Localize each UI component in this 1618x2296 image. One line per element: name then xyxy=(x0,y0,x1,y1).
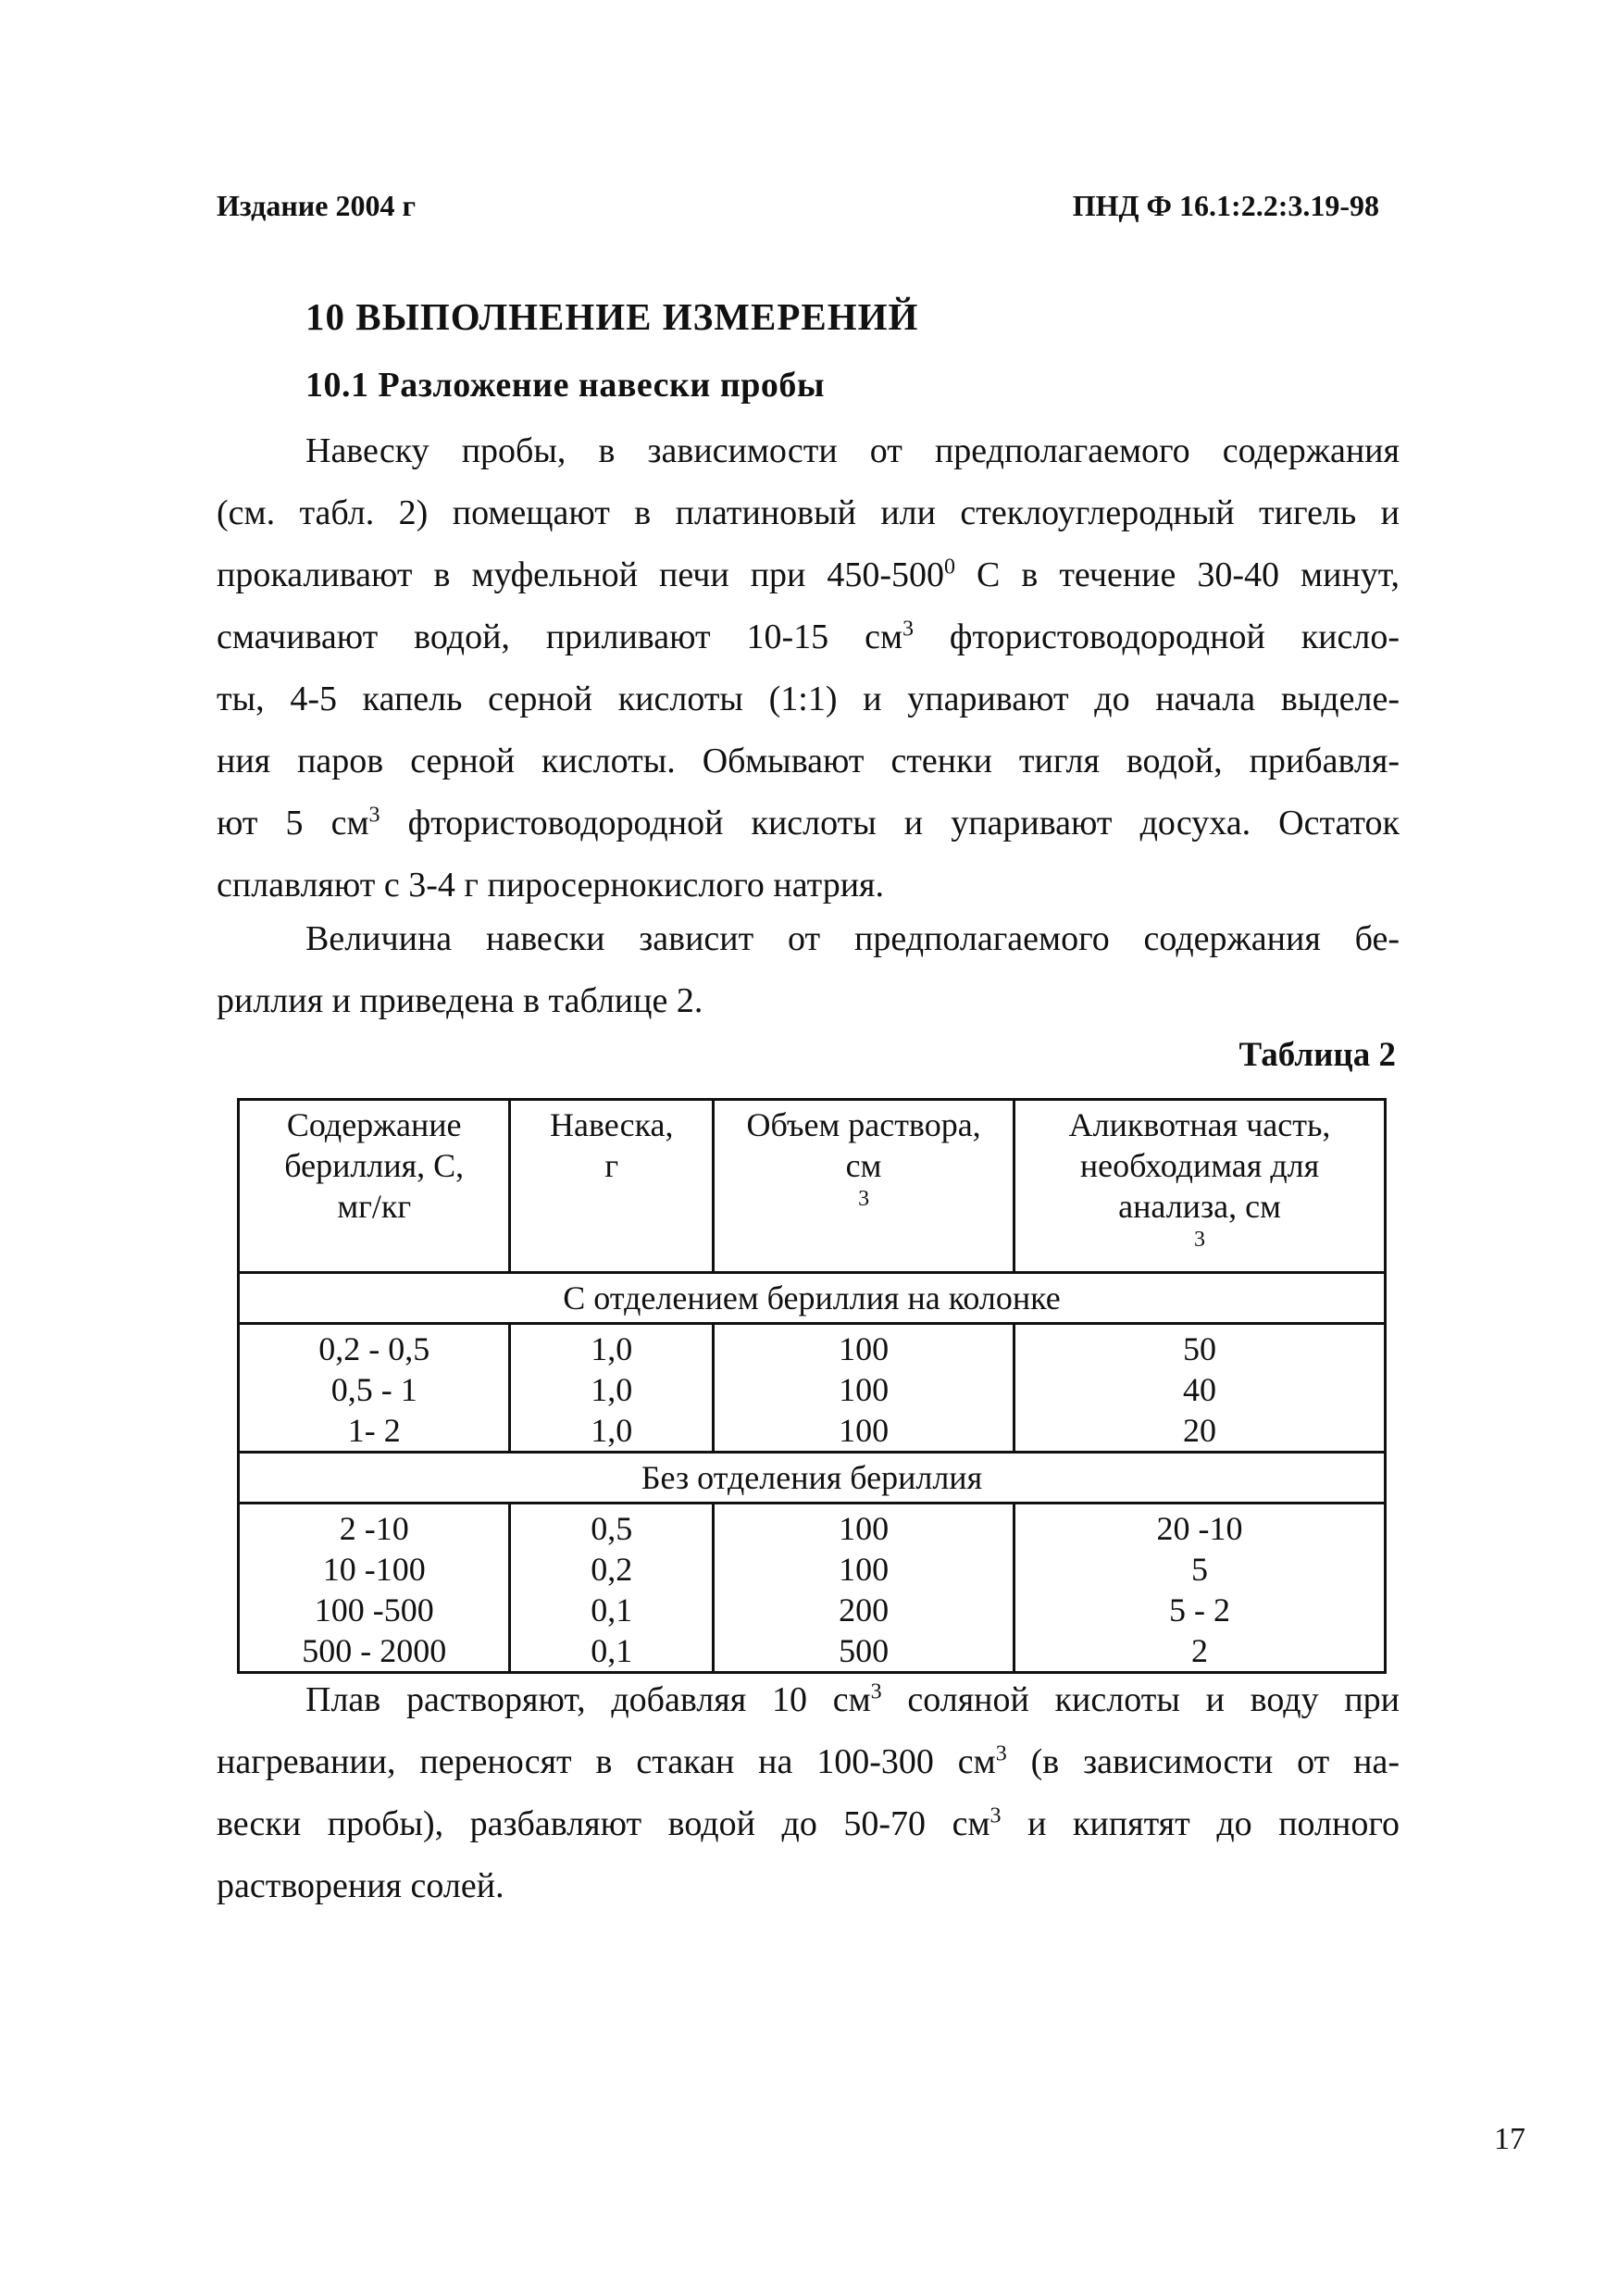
paragraph-line: ют 5 $см^3$ фтористоводородной кислоты и упаривают досуха. Остаток xyxy=(217,803,1400,842)
table-cell-content: 2 -10 10 -100 100 -500 500 - 2000 xyxy=(239,1504,510,1673)
table-cell-aliquot: 20 -10 5 5 - 2 2 xyxy=(1014,1504,1386,1673)
table-header-row xyxy=(239,1100,1386,1273)
paragraph-line: (см. табл. 2) помещают в платиновый или стеклоуглеродный тигель и xyxy=(217,493,1400,532)
paragraph-line: сплавляют с 3-4 г пиросернокислого натрия. xyxy=(217,866,885,905)
paragraph-line: риллия и приведена в таблице 2. xyxy=(217,981,703,1020)
paragraph-line: Навеску пробы, в зависимости от предполагаемого содержания xyxy=(305,431,1400,470)
paragraph-line: прокаливают в муфельной печи при $450-500^0$ С в течение 30-40 минут, xyxy=(217,555,1400,594)
section-without-separation: Без отделения бериллия xyxy=(239,1453,1386,1504)
paragraph-line: Величина навески зависит от предполагаемого содержания бе- xyxy=(305,919,1400,958)
paragraph-sample-size xyxy=(217,908,1400,1032)
page-number: 17 xyxy=(1494,2122,1525,2156)
paragraph-decomposition xyxy=(217,420,1400,917)
table-section-row xyxy=(239,1453,1386,1504)
table-cell-mass: 1,0 1,0 1,0 xyxy=(510,1324,714,1453)
table-cell-content: 0,2 - 0,5 0,5 - 1 1- 2 xyxy=(239,1324,510,1453)
paragraph-line: вески пробы), разбавляют водой до 50-70 $см^3$ и кипятят до полного xyxy=(217,1803,1400,1843)
table-caption: Таблица 2 xyxy=(1238,1036,1396,1074)
table-section-row xyxy=(239,1273,1386,1324)
header-sample-mass: Навеска, г xyxy=(510,1100,714,1273)
edition-label: Издание 2004 г xyxy=(217,189,416,222)
table-cell-volume: 100 100 200 500 xyxy=(714,1504,1014,1673)
table-cell-aliquot: 50 40 20 xyxy=(1014,1324,1386,1453)
section-heading: 10 ВЫПОЛНЕНИЕ ИЗМЕРЕНИЙ xyxy=(305,295,919,338)
paragraph-dissolution xyxy=(217,1669,1400,1917)
paragraph-line: ты, 4-5 капель серной кислоты (1:1) и упаривают до начала выделе- xyxy=(217,680,1400,718)
header-solution-volume: Объем раствора, см $^3$ xyxy=(714,1100,1014,1273)
header-content: Содержание бериллия, С, мг/кг xyxy=(239,1100,510,1273)
table-row xyxy=(239,1324,1386,1453)
section-with-column-separation: С отделением бериллия на колонке xyxy=(239,1273,1386,1324)
subsection-heading: 10.1 Разложение навески пробы xyxy=(305,366,826,405)
beryllium-sample-table xyxy=(237,1098,1387,1674)
header-aliquot: Аликвотная часть, необходимая для анализа, см $^3$ xyxy=(1014,1100,1386,1273)
paragraph-line: нагревании, переносят в стакан на 100-300 $см^3$ (в зависимости от на- xyxy=(217,1741,1400,1781)
paragraph-line: Плав растворяют, добавляя 10 $см^3$ соляной кислоты и воду при xyxy=(305,1679,1400,1719)
table-cell-mass: 0,5 0,2 0,1 0,1 xyxy=(510,1504,714,1673)
paragraph-line: смачивают водой, приливают 10-15 $см^3$ фтористоводородной кисло- xyxy=(217,617,1400,656)
table-cell-volume: 100 100 100 xyxy=(714,1324,1014,1453)
table-row xyxy=(239,1504,1386,1673)
paragraph-line: ния паров серной кислоты. Обмывают стенки тигля водой, прибавля- xyxy=(217,742,1400,780)
document-code: ПНД Ф 16.1:2.2:3.19-98 xyxy=(1072,189,1379,222)
paragraph-line: растворения солей. xyxy=(217,1866,504,1905)
